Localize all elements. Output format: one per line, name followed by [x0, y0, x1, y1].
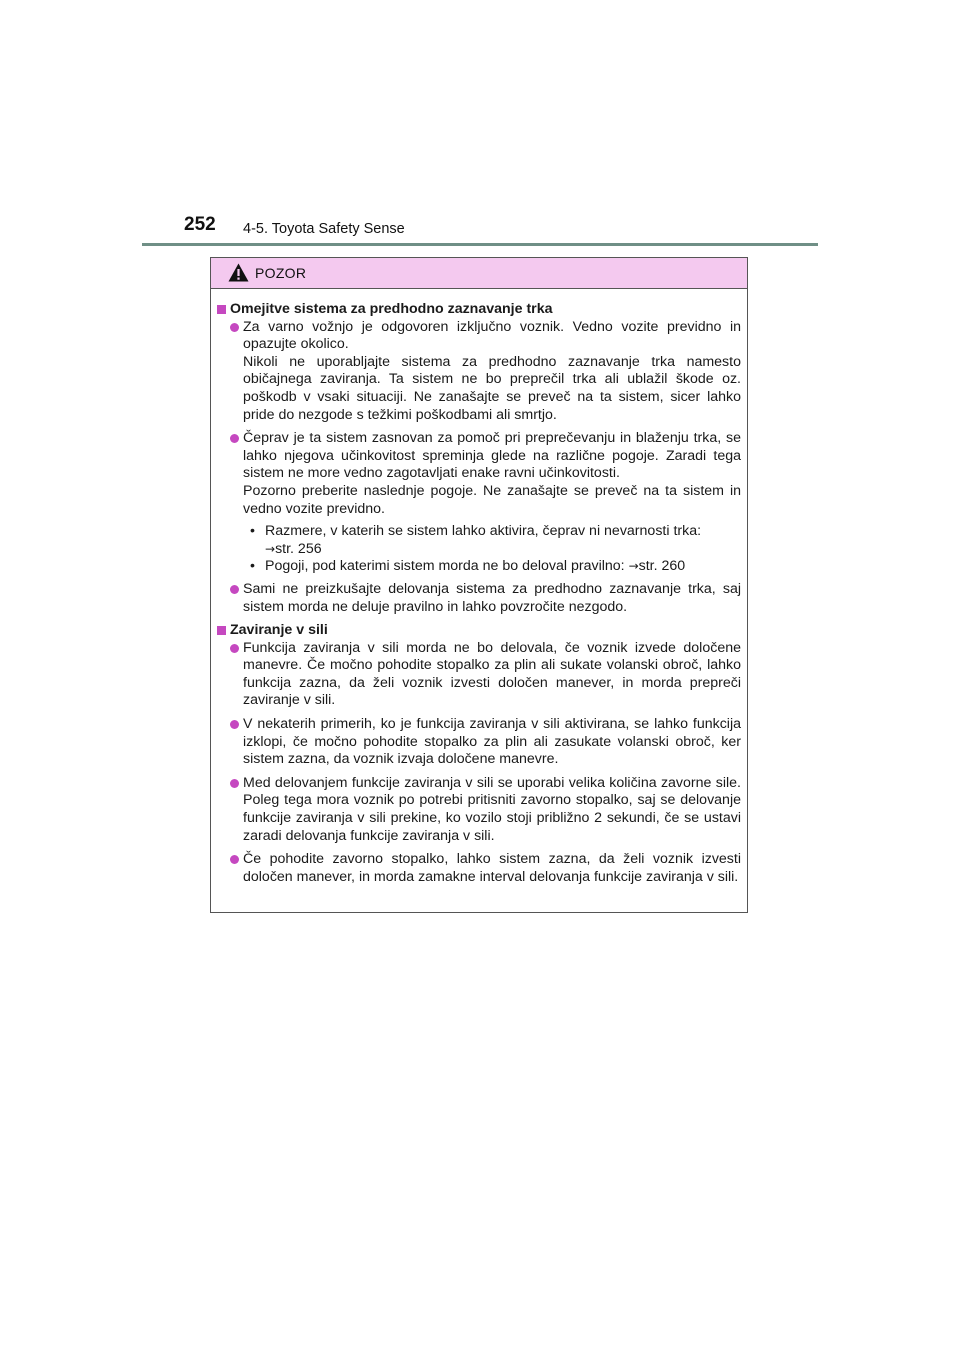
square-bullet-icon	[217, 305, 226, 314]
list-item	[217, 775, 741, 845]
sub-bullet: •	[250, 558, 255, 575]
circle-bullet-icon	[230, 585, 239, 594]
header-rule	[142, 243, 818, 246]
paragraph: Za varno vožnjo je odgovoren izključno voznik. Vedno vozite previdno in opazujte okolico.	[243, 318, 741, 353]
paragraph: Sami ne preizkušajte delovanja sistema za predhodno zaznavanje trka, saj sistem morda ne deluje pravilno in lahko povzročite nezgodo.	[243, 580, 741, 615]
paragraph: Čeprav je ta sistem zasnovan za pomoč pri preprečevanju in blaženju trka, se lahko njegova učinkovitost spreminja glede na različne pogoje. Zaradi tega sistem ne more vedno zagotavljati enake ravni učinkovitosti.	[243, 430, 741, 482]
list-item	[217, 851, 741, 886]
section-heading: Zaviranje v sili	[217, 622, 741, 640]
page-number: 252	[184, 214, 216, 235]
page-reference-link[interactable]: str. 260	[638, 558, 686, 575]
warning-box-header	[211, 258, 747, 289]
warning-label: POZOR	[255, 265, 307, 281]
sub-list-item: • Razmere, v katerih se sistem lahko aktivira, čeprav ni nevarnosti trka: →str. 256	[250, 523, 702, 557]
section-title: 4-5. Toyota Safety Sense	[243, 221, 405, 237]
list-item	[217, 430, 741, 518]
square-bullet-icon	[217, 626, 226, 635]
list-item	[217, 716, 741, 769]
paragraph: Nikoli ne uporabljajte sistema za predhodno zaznavanje trka namesto običajnega zaviranja. Ta sistem ne bo preprečil trka ali ublažil škode oz. poškodb v vsaki situaciji. Ne zanašajte se preveč na ta sistem, sicer lahko pride do nezgode s težkimi poškodbami ali smrtjo.	[243, 353, 741, 423]
list-item	[217, 319, 741, 425]
warning-body	[211, 289, 747, 886]
section-heading: Omejitve sistema za predhodno zaznavanje trka	[217, 301, 741, 319]
circle-bullet-icon	[230, 855, 239, 864]
warning-triangle-icon	[228, 263, 249, 282]
paragraph: Če pohodite zavorno stopalko, lahko sistem zazna, da želi voznik izvesti določen manever, in morda zamakne interval delovanja funkcije zaviranja v sili.	[243, 851, 741, 885]
circle-bullet-icon	[230, 434, 239, 443]
circle-bullet-icon	[230, 644, 239, 653]
page-header	[0, 0, 960, 250]
circle-bullet-icon	[230, 323, 239, 332]
section-limitations	[217, 301, 741, 616]
section-emergency-braking	[217, 622, 741, 886]
paragraph: Funkcija zaviranja v sili morda ne bo delovala, če voznik izvede določene manevre. Če močno pohodite stopalko za plin ali sukate volanski obroč, lahko funkcija zazna, da želi voznik izvesti določen manever, in morda prepreči zaviranje v sili.	[243, 639, 741, 709]
paragraph: V nekaterih primerih, ko je funkcija zaviranja v sili aktivirana, se lahko funkcija izklopi, če močno pohodite stopalko za plin ali zasukate volanski obroč, ker sistem zazna, da voznik izvaja določene manevre.	[243, 716, 741, 768]
paragraph: Pozorno preberite naslednje pogoje. Ne zanašajte se preveč na ta sistem in vedno vozite previdno.	[243, 482, 741, 517]
list-item	[217, 581, 741, 616]
warning-box	[210, 257, 748, 913]
paragraph: Med delovanjem funkcije zaviranja v sili se uporabi velika količina zavorne sile. Poleg tega mora voznik po potrebi pritisniti zavorno stopalko, saj se delovanje funkcije zaviranja v sili prekine, ko vozilo stoji približno 2 sekundi, če se ustavi zaradi delovanja funkcije zaviranja v sili.	[243, 774, 741, 844]
sub-list-item: • Pogoji, pod katerimi sistem morda ne bo deloval pravilno: →str. 260	[250, 558, 686, 575]
sub-bullet: •	[250, 523, 255, 540]
arrow-icon: →	[265, 541, 276, 556]
page-reference-link[interactable]: str. 256	[275, 540, 322, 557]
circle-bullet-icon	[230, 720, 239, 729]
arrow-icon: →	[628, 559, 639, 574]
circle-bullet-icon	[230, 779, 239, 788]
list-item	[217, 640, 741, 710]
